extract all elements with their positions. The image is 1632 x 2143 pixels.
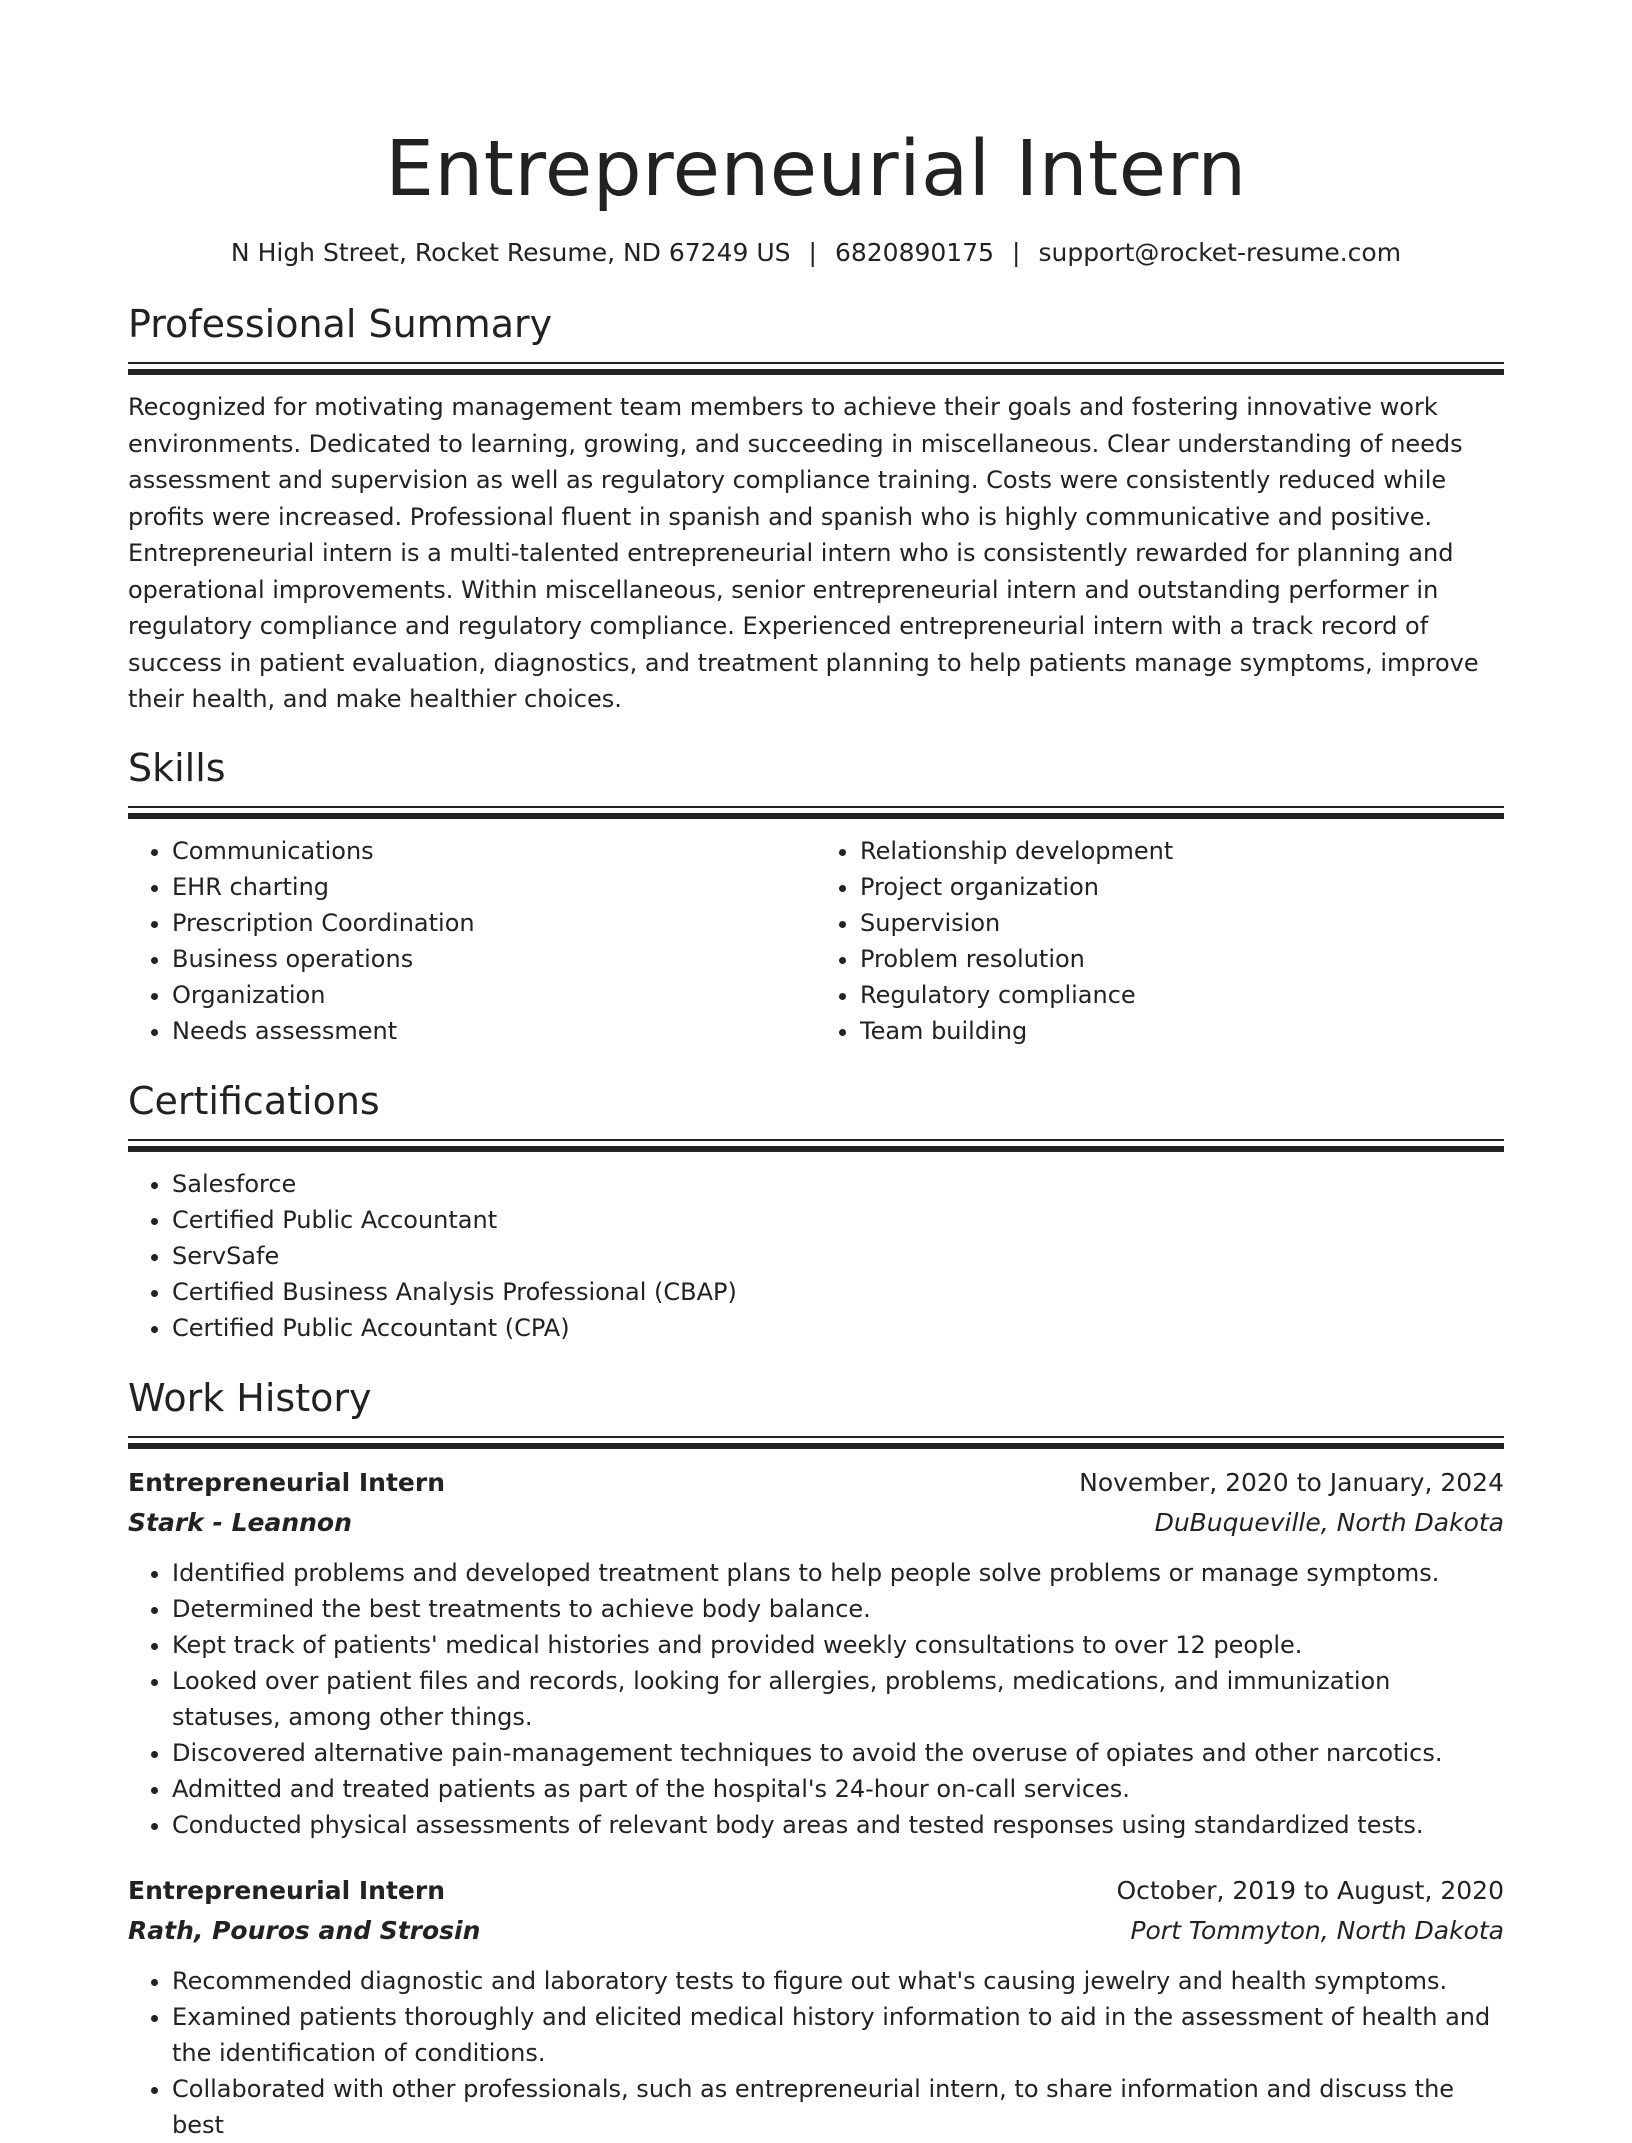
job-location: Port Tommyton, North Dakota [1130,1915,1504,1945]
summary-heading: Professional Summary [128,302,553,346]
section-divider [128,806,1504,819]
certification-item: • ServSafe [172,1238,1504,1274]
job-duties-list [128,1963,1504,2143]
skills-list-left [128,833,816,1049]
job-duty: • Collaborated with other professionals, such as entrepreneurial intern, to share information and discuss the best [172,2071,1504,2143]
skill-item: • Problem resolution [860,941,1504,977]
contact-email: support@rocket-resume.com [1038,238,1402,267]
job-duty: • Admitted and treated patients as part of the hospital's 24-hour on-call services. [172,1771,1504,1807]
job-entry [128,1871,1504,2143]
skills-list-right [816,833,1504,1049]
skill-item: • Supervision [860,905,1504,941]
job-duty: • Discovered alternative pain-management techniques to avoid the overuse of opiates and other narcotics. [172,1735,1504,1771]
certification-item: • Salesforce [172,1166,1504,1202]
skill-item: • Relationship development [860,833,1504,869]
contact-line [128,236,1504,270]
job-duties-list [128,1555,1504,1843]
job-duty: • Identified problems and developed treatment plans to help people solve problems or manage symptoms. [172,1555,1504,1591]
contact-separator: | [808,238,817,267]
certifications-section [128,1077,1504,1346]
job-duty: • Looked over patient files and records, looking for allergies, problems, medications, and immunization statuses, among other things. [172,1663,1504,1735]
skills-columns [128,833,1504,1049]
skill-item: • Needs assessment [172,1013,816,1049]
section-divider [128,362,1504,375]
certification-item: • Certified Public Accountant (CPA) [172,1310,1504,1346]
skill-item: • Project organization [860,869,1504,905]
skill-item: • Organization [172,977,816,1013]
job-entry [128,1463,1504,1843]
work-history-section [128,1374,1504,2143]
skill-item: • Regulatory compliance [860,977,1504,1013]
skill-item: • Team building [860,1013,1504,1049]
job-header [128,1871,1504,1911]
skill-item: • Prescription Coordination [172,905,816,941]
certifications-list [128,1166,1504,1346]
section-divider [128,1436,1504,1449]
skill-item: • EHR charting [172,869,816,905]
skill-item: • Communications [172,833,816,869]
contact-separator: | [1012,238,1021,267]
contact-address: N High Street, Rocket Resume, ND 67249 US [230,238,791,267]
contact-phone: 6820890175 [834,238,995,267]
certification-item: • Certified Business Analysis Professional (CBAP) [172,1274,1504,1310]
summary-section [128,300,1504,718]
job-header [128,1463,1504,1503]
skills-heading: Skills [128,745,226,790]
job-subheader [128,1503,1504,1543]
work-history-heading: Work History [128,1375,372,1420]
job-duty: • Kept track of patients' medical histories and provided weekly consultations to over 12 people. [172,1627,1504,1663]
certifications-heading: Certifications [128,1078,380,1123]
candidate-name: Entrepreneurial Intern [385,125,1247,214]
job-duty: • Determined the best treatments to achieve body balance. [172,1591,1504,1627]
section-divider [128,1139,1504,1152]
skills-section [128,744,1504,1049]
job-title: Entrepreneurial Intern [128,1467,446,1497]
job-title: Entrepreneurial Intern [128,1875,446,1905]
job-company: Rath, Pouros and Strosin [128,1915,481,1945]
job-location: DuBuqueville, North Dakota [1154,1507,1504,1537]
job-dates: October, 2019 to August, 2020 [1116,1875,1504,1905]
job-duty: • Recommended diagnostic and laboratory tests to figure out what's causing jewelry and health symptoms. [172,1963,1504,1999]
certification-item: • Certified Public Accountant [172,1202,1504,1238]
skill-item: • Business operations [172,941,816,977]
job-duty: • Examined patients thoroughly and elicited medical history information to aid in the assessment of health and the identification of conditions. [172,1999,1504,2071]
job-company: Stark - Leannon [128,1507,352,1537]
job-dates: November, 2020 to January, 2024 [1079,1467,1504,1497]
job-duty: • Conducted physical assessments of relevant body areas and tested responses using standardized tests. [172,1807,1504,1843]
summary-text: Recognized for motivating management team members to achieve their goals and fostering innovative work environments. Dedicated to learning, growing, and succeeding in miscellaneous. Clear understanding of needs assessment and supervision as well as regulatory compliance training. Costs were consistently reduced while profits were increased. Professional fluent in spanish and spanish who is highly communicative and positive. Entrepreneurial intern is a multi-talented entrepreneurial intern who is consistently rewarded for planning and operational improvements. Within miscellaneous, senior entrepreneurial intern and outstanding performer in regulatory compliance and regulatory compliance. Experienced entrepreneurial intern with a track record of success in patient evaluation, diagnostics, and treatment planning to help patients manage symptoms, improve their health, and make healthier choices. [128,393,1479,713]
job-subheader [128,1911,1504,1951]
